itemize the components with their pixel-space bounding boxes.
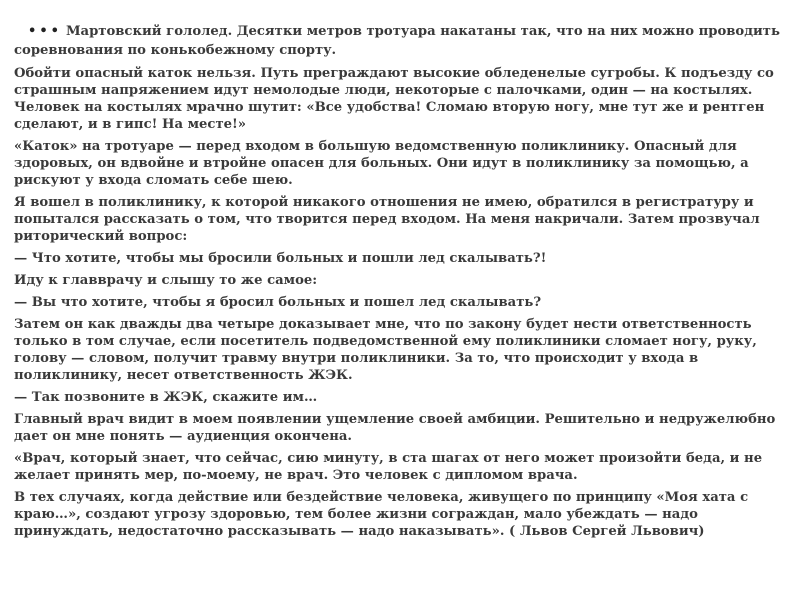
paragraph-1: [14, 22, 784, 60]
paragraph-3: «Каток» на тротуаре — перед входом в большую ведомственную поликлинику. Опасный для здоровых, он вдвойне и втройне опасен для больных. Они идут в поликлинику за помощью, а рискуют у входа сломать себе шею.: [14, 139, 749, 188]
paragraph-8: «Врач, который знает, что сейчас, сию минуту, в ста шагах от него может произойти беда, и не желает принять мер, по-моему, не врач. Это человек с дипломом врача.: [14, 451, 763, 483]
paragraph-9: В тех случаях, когда действие или бездействие человека, живущего по принципу «Моя хата с краю…», создают угрозу здоровью, тем более жизни сограждан, мало убеждать — надо принуждать, недостаточно рассказывать — надо наказывать». ( Львов Сергей Львович): [14, 490, 749, 539]
document-body: [14, 22, 784, 545]
paragraph-5: Иду к главврачу и слышу то же самое:: [14, 273, 318, 288]
bullet-icon: •: [39, 24, 50, 39]
dialogue-line-3: — Так позвоните в ЖЭК, скажите им…: [14, 390, 318, 405]
dialogue-line-2: — Вы что хотите, чтобы я бросил больных и пошел лед скалывать?: [14, 295, 542, 310]
bullet-icon: •: [50, 24, 61, 39]
paragraph-6: Затем он как дважды два четыре доказывает мне, что по закону будет нести ответственность только в том случае, если посетитель подведомственной ему поликлиники сломает ногу, руку, голову — словом, получит травму внутри поликлиники. За то, что происходит у входа в поликлинику, несет ответственность ЖЭК.: [14, 317, 757, 383]
bullet-icon: •: [28, 24, 39, 39]
paragraph-4: Я вошел в поликлинику, к которой никакого отношения не имею, обратился в регистратуру и попытался рассказать о том, что творится перед входом. На меня накричали. Затем прозвучал риторический вопрос:: [14, 195, 760, 244]
paragraph-text: Мартовский гололед. Десятки метров тротуара накатаны так, что на них можно проводить соревнования по конькобежному спорту.: [14, 24, 780, 58]
bullet-markers: [28, 22, 62, 41]
dialogue-line-1: — Что хотите, чтобы мы бросили больных и пошли лед скалывать?!: [14, 251, 547, 266]
paragraph-2: Обойти опасный каток нельзя. Путь преграждают высокие обледенелые сугробы. К подъезду со страшным напряжением идут немолодые люди, некоторые с палочками, один — на костылях. Человек на костылях мрачно шутит: «Все удобства! Сломаю вторую ногу, мне тут же и рентген сделают, и в гипс! На месте!»: [14, 66, 774, 132]
paragraph-7: Главный врач видит в моем появлении ущемление своей амбиции. Решительно и недружелюбно дает он мне понять — аудиенция окончена.: [14, 412, 776, 444]
